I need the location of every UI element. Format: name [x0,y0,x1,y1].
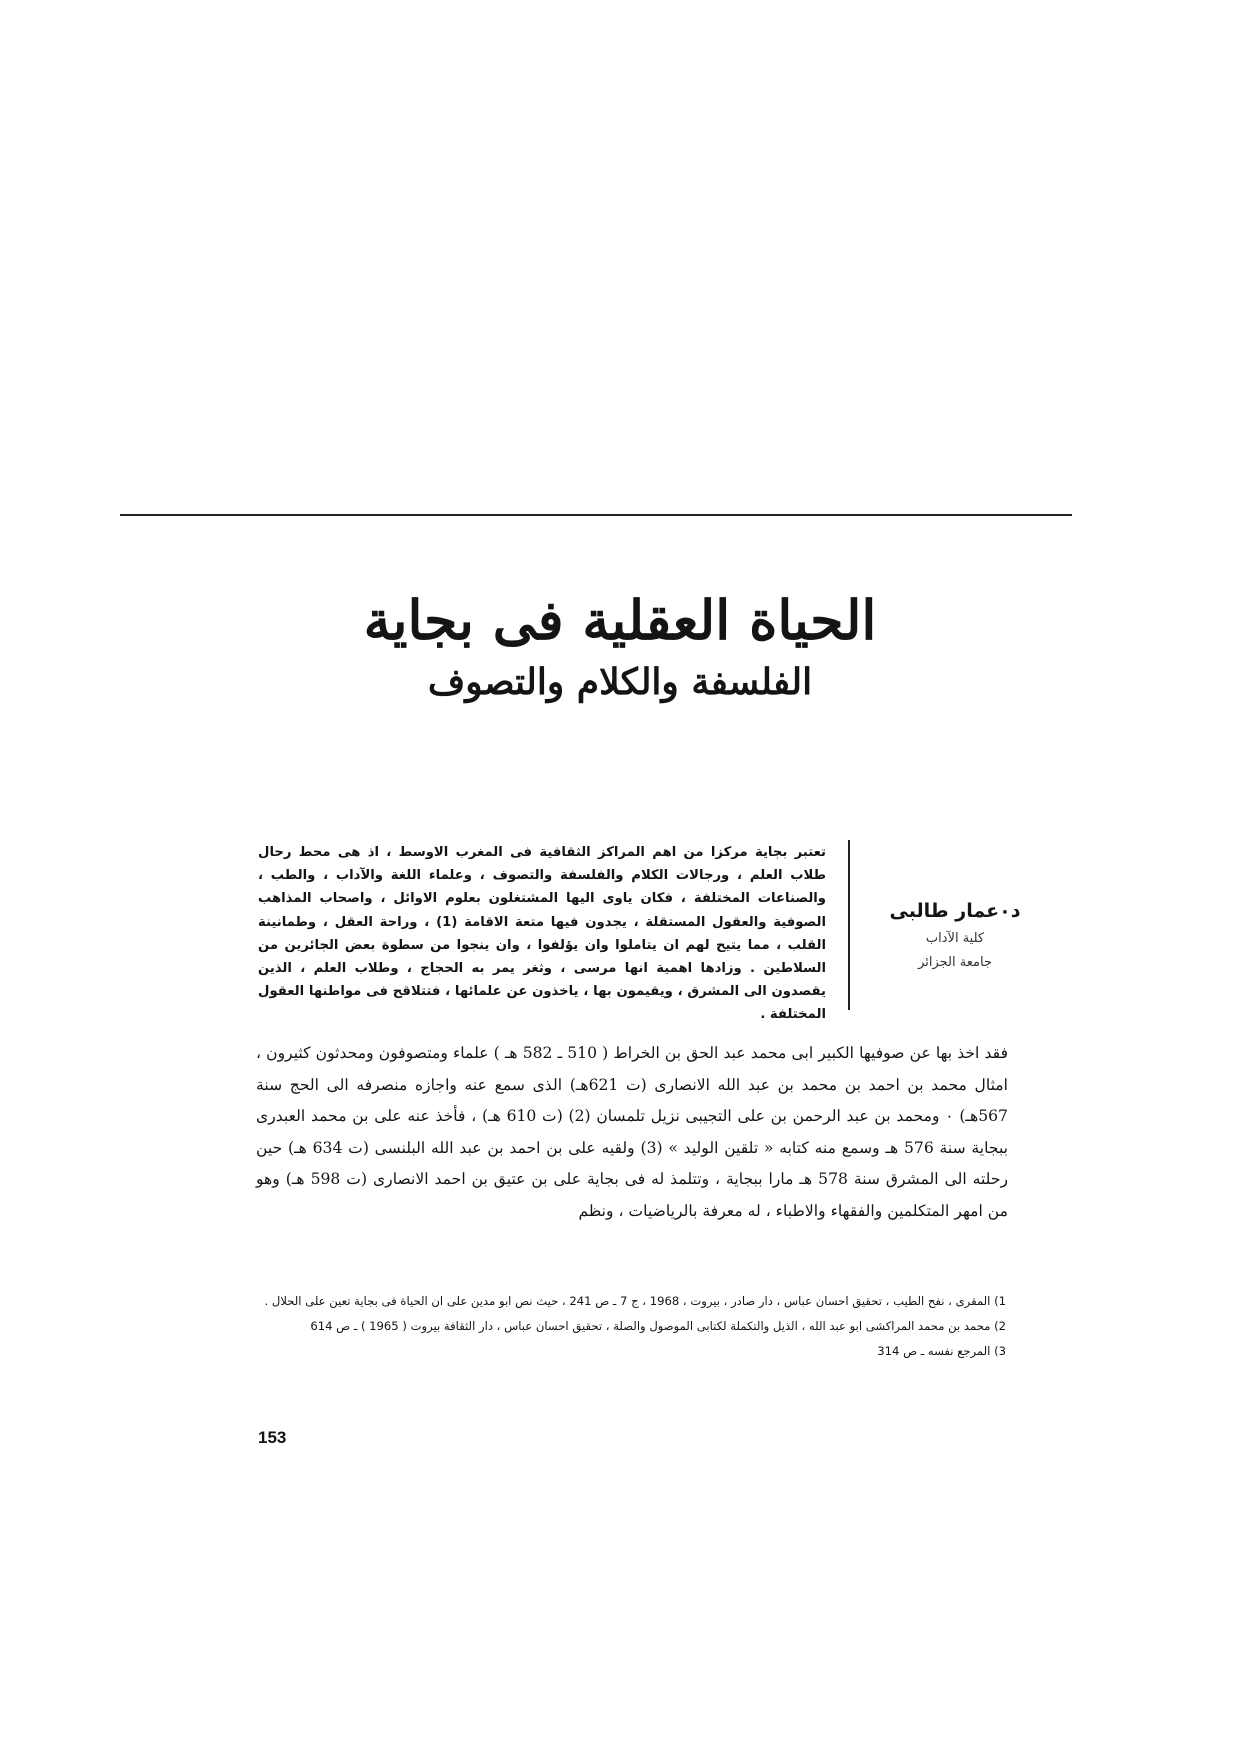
article-title: الحياة العقلية فى بجاية [363,588,877,652]
author-university: جامعة الجزائر [918,955,992,970]
footnote-1: 1) المقرى ، نفح الطيب ، تحقيق احسان عباس ، دار صادر ، بيروت ، 1968 ، ج 7 ـ ص 241 ، حيث نص ابو مدين على ان الحياة فى بجاية تعين على الحلال . [264,1294,1006,1308]
abstract-vertical-rule [848,840,850,1010]
footnotes [258,1292,1006,1367]
top-horizontal-rule [120,514,1072,516]
abstract-paragraph: تعتبر بجاية مركزا من اهم المراكز الثقافية فى المغرب الاوسط ، اذ هى محط رحال طلاب العلم ، ورجالات الكلام والفلسفة والتصوف ، وعلماء اللغة والآداب ، والطب ، والصناعات المختلفة ، فكان ياوى اليها المشتغلون بعلوم الاوائل ، واصحاب المذاهب الصوفية والعقول المستقلة ، يجدون فيها متعة الاقامة (1) ، وراحة العقل ، وطمانينة القلب ، مما يتيح لهم ان يتاملوا وان يؤلفوا ، وان ينجوا من سطوة بعض الجائرين من السلاطين . وزادها اهمية انها مرسى ، وثغر يمر به الحجاج ، وطلاب العلم ، الذين يقصدون الى المشرق ، ويقيمون بها ، ياخذون عن علمائها ، فتتلاقح فى مواطنها العقول المختلفة . [258,845,826,1023]
author-faculty: كلية الآداب [925,931,985,946]
body-paragraph: فقد اخذ بها عن صوفيها الكبير ابى محمد عبد الحق بن الخراط ( 510 ـ 582 هـ ) علماء ومتصوفون ومحدثون كثيرون ، امثال محمد بن احمد بن محمد بن عبد الله الانصارى (ت 621هـ) الذى سمع عنه واجازه منصرفه الى الحج سنة 567هـ) ٠ ومحمد بن عبد الرحمن بن على التجيبى نزيل تلمسان (2) (ت 610 هـ) ، فأخذ عنه على بن محمد العبدرى ببجاية سنة 576 هـ وسمع منه كتابه « تلقين الوليد » (3) ولقيه على بن احمد بن عبد الله البلنسى (ت 634 هـ) حين رحلته الى المشرق سنة 578 هـ مارا ببجاية ، وتتلمذ له فى بجاية على بن عتيق بن احمد الانصارى (ت 598 هـ) وهو من امهر المتكلمين والفقهاء والاطباء ، له معرفة بالرياضيات ، ونظم [256,1044,1009,1220]
footnote-2: 2) محمد بن محمد المراكشى ابو عبد الله ، الذيل والتكملة لكتابى الموصول والصلة ، تحقيق احسان عباس ، دار الثقافة بيروت ( 1965 ) ـ ص 614 [310,1319,1006,1333]
author-block [885,895,1025,975]
title-block [300,585,940,705]
page-number: 153 [258,1428,287,1447]
author-name: د٠عمار طالبى [889,900,1021,922]
footnote-3: 3) المرجع نفسه ـ ص 314 [877,1344,1006,1358]
article-subtitle: الفلسفة والكلام والتصوف [427,661,813,703]
